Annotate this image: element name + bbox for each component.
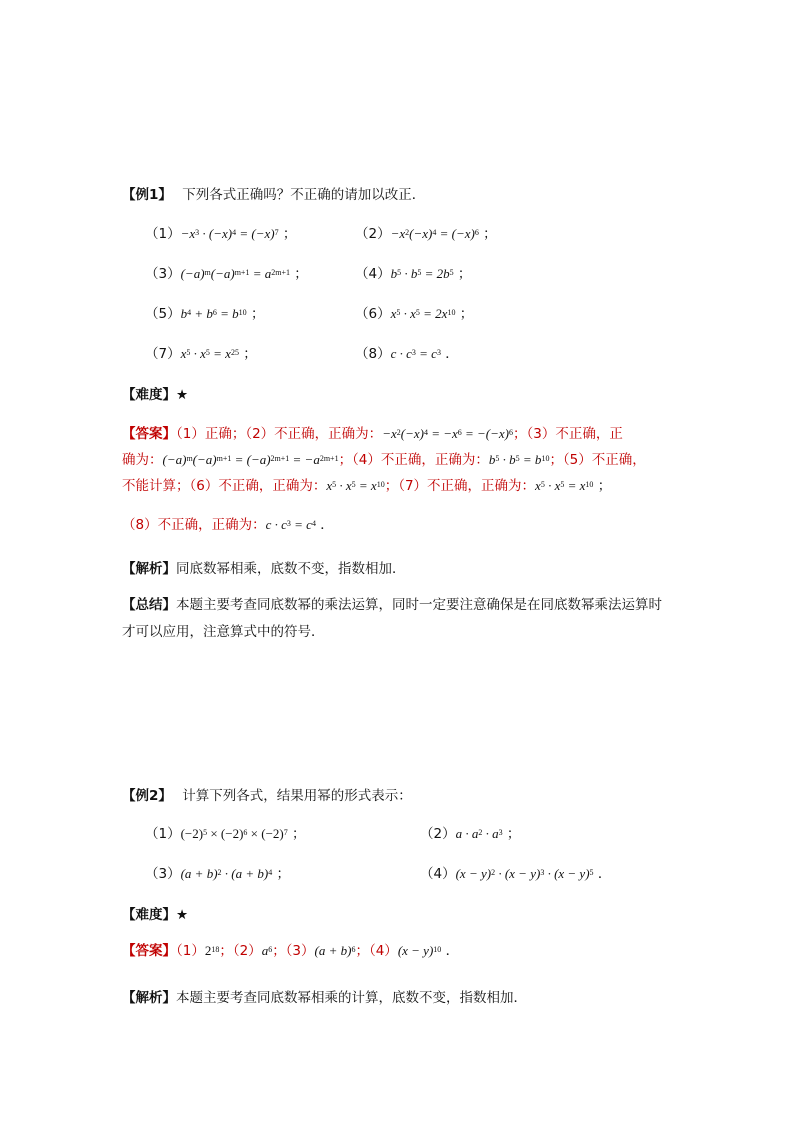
ex1-item-5-formula: $b^4 + b^6 = b^{10}$ (180, 306, 247, 321)
ex2-item-1: $(1)(-2)^5 \times (-2)^6 \times (-2)^7$ ； (145, 826, 306, 842)
ex1-analysis (122, 557, 406, 577)
ex1-answer-formula-6: $x^5 \cdot x^5 = x^{10}$ (326, 478, 385, 493)
ex2-answer-formula-4: $(x - y)^{10}$ (397, 943, 442, 958)
ex1-answer-text-4: ；（4）不正确，正确为： (338, 452, 489, 468)
ex2-analysis (122, 986, 527, 1006)
ex1-answer-label: 【答案】 (122, 426, 176, 442)
ex1-answer-text-3: 确为： (122, 452, 163, 468)
ex1-item-2-number: （2） (355, 226, 391, 242)
ex2-analysis-label: 【解析】 (122, 990, 176, 1006)
ex1-item-7: $(7)x^5 \cdot x^5 = x^{25}$ ； (145, 346, 257, 362)
ex1-item-8-number: （8） (355, 346, 391, 362)
ex1-item-1: $(1)-x^3 \cdot (-x)^4 = (-x)^7$ ； (145, 226, 297, 242)
ex1-item-7-number: （7） (145, 346, 181, 362)
ex2-analysis-text: 本题主要考查同底数幂相乘的计算，底数不变，指数相加． (176, 990, 527, 1006)
ex1-answer-formula-7: $x^5 \cdot x^5 = x^{10}$ (535, 478, 594, 493)
ex1-answer-line-3: 不能计算；（6）不正确，正确为：$x^5 \cdot x^5 = x^{10}$；（7）不正确，正确为：$x^5 \cdot x^5 = x^{10}$ ； (122, 478, 612, 494)
ex1-item-1-number: （1） (145, 226, 181, 242)
ex2-answer-text-4: ；（4） (355, 943, 398, 959)
ex1-summary-text-1: 本题主要考查同底数幂的乘法运算，同时一定要注意确保是在同底数幂乘法运算时 (176, 597, 662, 613)
ex2-item-2-formula: $a \cdot a^2 \cdot a^3$ (455, 826, 503, 841)
ex1-item-2: $(2)-x^2(-x)^4 = (-x)^6$ ； (355, 226, 497, 242)
ex1-item-8: $(8)c \cdot c^3 = c^3$ ． (355, 346, 459, 362)
example-2-question: 计算下列各式，结果用幂的形式表示： (182, 788, 412, 804)
ex1-summary-label: 【总结】 (122, 597, 176, 613)
ex1-analysis-text: 同底数幂相乘，底数不变，指数相加． (176, 561, 406, 577)
ex1-item-6-formula: $x^5 \cdot x^5 = 2x^{10}$ (390, 306, 456, 321)
ex1-summary-line-1 (122, 592, 662, 618)
ex2-item-4-formula: $(x - y)^2 \cdot (x - y)^3 \cdot (x - y)^5$ (455, 866, 594, 881)
ex2-answer-formula-1: $2^{18}$ (204, 943, 220, 958)
ex1-item-3-formula: $(-a)^m(-a)^{m+1} = a^{2m+1}$ (180, 266, 290, 281)
ex1-item-7-formula: $x^5 \cdot x^5 = x^{25}$ (180, 346, 239, 361)
ex1-item-5: $(5)b^4 + b^6 = b^{10}$ ； (145, 306, 265, 322)
example-2-header (122, 784, 412, 804)
ex1-answer-text-7: ；（7）不正确，正确为： (384, 478, 536, 494)
ex1-item-3-number: （3） (145, 266, 181, 282)
ex1-item-2-formula: $-x^2(-x)^4 = (-x)^6$ (390, 226, 479, 241)
ex2-difficulty-stars: ★ (176, 907, 189, 923)
example-2-label: 【例2】 (122, 788, 172, 804)
ex2-item-2-number: （2） (420, 826, 456, 842)
ex2-answer-text-1: （1） (176, 943, 205, 959)
ex2-item-4: $(4)(x - y)^2 \cdot (x - y)^3 \cdot (x - y)^5$ ． (420, 866, 612, 882)
ex2-item-3: $(3)(a + b)^2 \cdot (a + b)^4$ ； (145, 866, 291, 882)
ex2-item-1-number: （1） (145, 826, 181, 842)
example-1-header (122, 183, 425, 203)
ex1-difficulty (122, 383, 188, 403)
ex2-answer-text-3: ；（3） (272, 943, 315, 959)
ex2-answer-text-2: ；（2） (219, 943, 262, 959)
ex1-item-4-number: （4） (355, 266, 391, 282)
ex2-item-1-formula: $(-2)^5 \times (-2)^6 \times (-2)^7$ (180, 826, 288, 841)
ex2-item-2: $(2)a \cdot a^2 \cdot a^3$ ； (420, 826, 521, 842)
ex1-answer-line-4: （8）不正确，正确为：$c \cdot c^3 = c^4$ ． (122, 517, 334, 533)
ex2-item-3-formula: $(a + b)^2 \cdot (a + b)^4$ (180, 866, 273, 881)
ex1-answer-line-2 (122, 447, 646, 473)
ex1-item-6: $(6)x^5 \cdot x^5 = 2x^{10}$ ； (355, 306, 474, 322)
example-1-question: 下列各式正确吗？不正确的请加以改正． (182, 187, 426, 203)
ex1-answer-line-1 (122, 421, 623, 447)
ex1-answer-text-2: ；（3）不正确，正 (513, 426, 623, 442)
ex1-summary-text-2: 才可以应用，注意算式中的符号． (122, 624, 325, 640)
ex2-answer: 【答案】$(1)2^{18}$；$(2)a^6$；$(3)(a + b)^6$；$(4)(x - y)^{10}$ ． (122, 943, 460, 959)
ex1-answer-formula-2: $-x^2(-x)^4 = -x^6 = -(-x)^6$ (382, 426, 514, 441)
ex1-answer-text-8: （8）不正确，正确为： (122, 517, 266, 533)
ex2-difficulty-label: 【难度】 (122, 907, 176, 923)
ex1-answer-formula-3: $(-a)^m(-a)^{m+1} = (-a)^{2m+1} = -a^{2m+1}$ (162, 452, 339, 467)
ex1-analysis-label: 【解析】 (122, 561, 176, 577)
ex2-answer-formula-3: $(a + b)^6$ (314, 943, 356, 958)
ex2-difficulty (122, 903, 188, 923)
ex1-item-1-formula: $-x^3 \cdot (-x)^4 = (-x)^7$ (180, 226, 279, 241)
ex1-difficulty-stars: ★ (176, 387, 189, 403)
ex1-item-4-formula: $b^5 \cdot b^5 = 2b^5$ (390, 266, 454, 281)
ex1-item-5-number: （5） (145, 306, 181, 322)
ex2-answer-formula-2: $a^6$ (261, 943, 273, 958)
ex1-item-4: $(4)b^5 \cdot b^5 = 2b^5$ ； (355, 266, 472, 282)
ex1-summary-line-2 (122, 619, 325, 645)
ex1-answer-text-1: （1）正确；（2）不正确，正确为： (176, 426, 383, 442)
ex1-answer-formula-8: $c \cdot c^3 = c^4$ (265, 517, 316, 532)
ex1-difficulty-label: 【难度】 (122, 387, 176, 403)
ex1-answer-formula-4: $b^5 \cdot b^5 = b^{10}$ (488, 452, 550, 467)
ex1-answer-text-6: 不能计算；（6）不正确，正确为： (122, 478, 327, 494)
ex2-answer-label: 【答案】 (122, 943, 176, 959)
ex1-item-6-number: （6） (355, 306, 391, 322)
ex2-item-3-number: （3） (145, 866, 181, 882)
example-1-label: 【例1】 (122, 187, 172, 203)
ex1-item-3: $(3)(-a)^m(-a)^{m+1} = a^{2m+1}$ ； (145, 266, 308, 282)
ex1-item-8-formula: $c \cdot c^3 = c^3$ (390, 346, 441, 361)
ex1-answer-text-5: ；（5）不正确， (549, 452, 646, 468)
ex2-item-4-number: （4） (420, 866, 456, 882)
